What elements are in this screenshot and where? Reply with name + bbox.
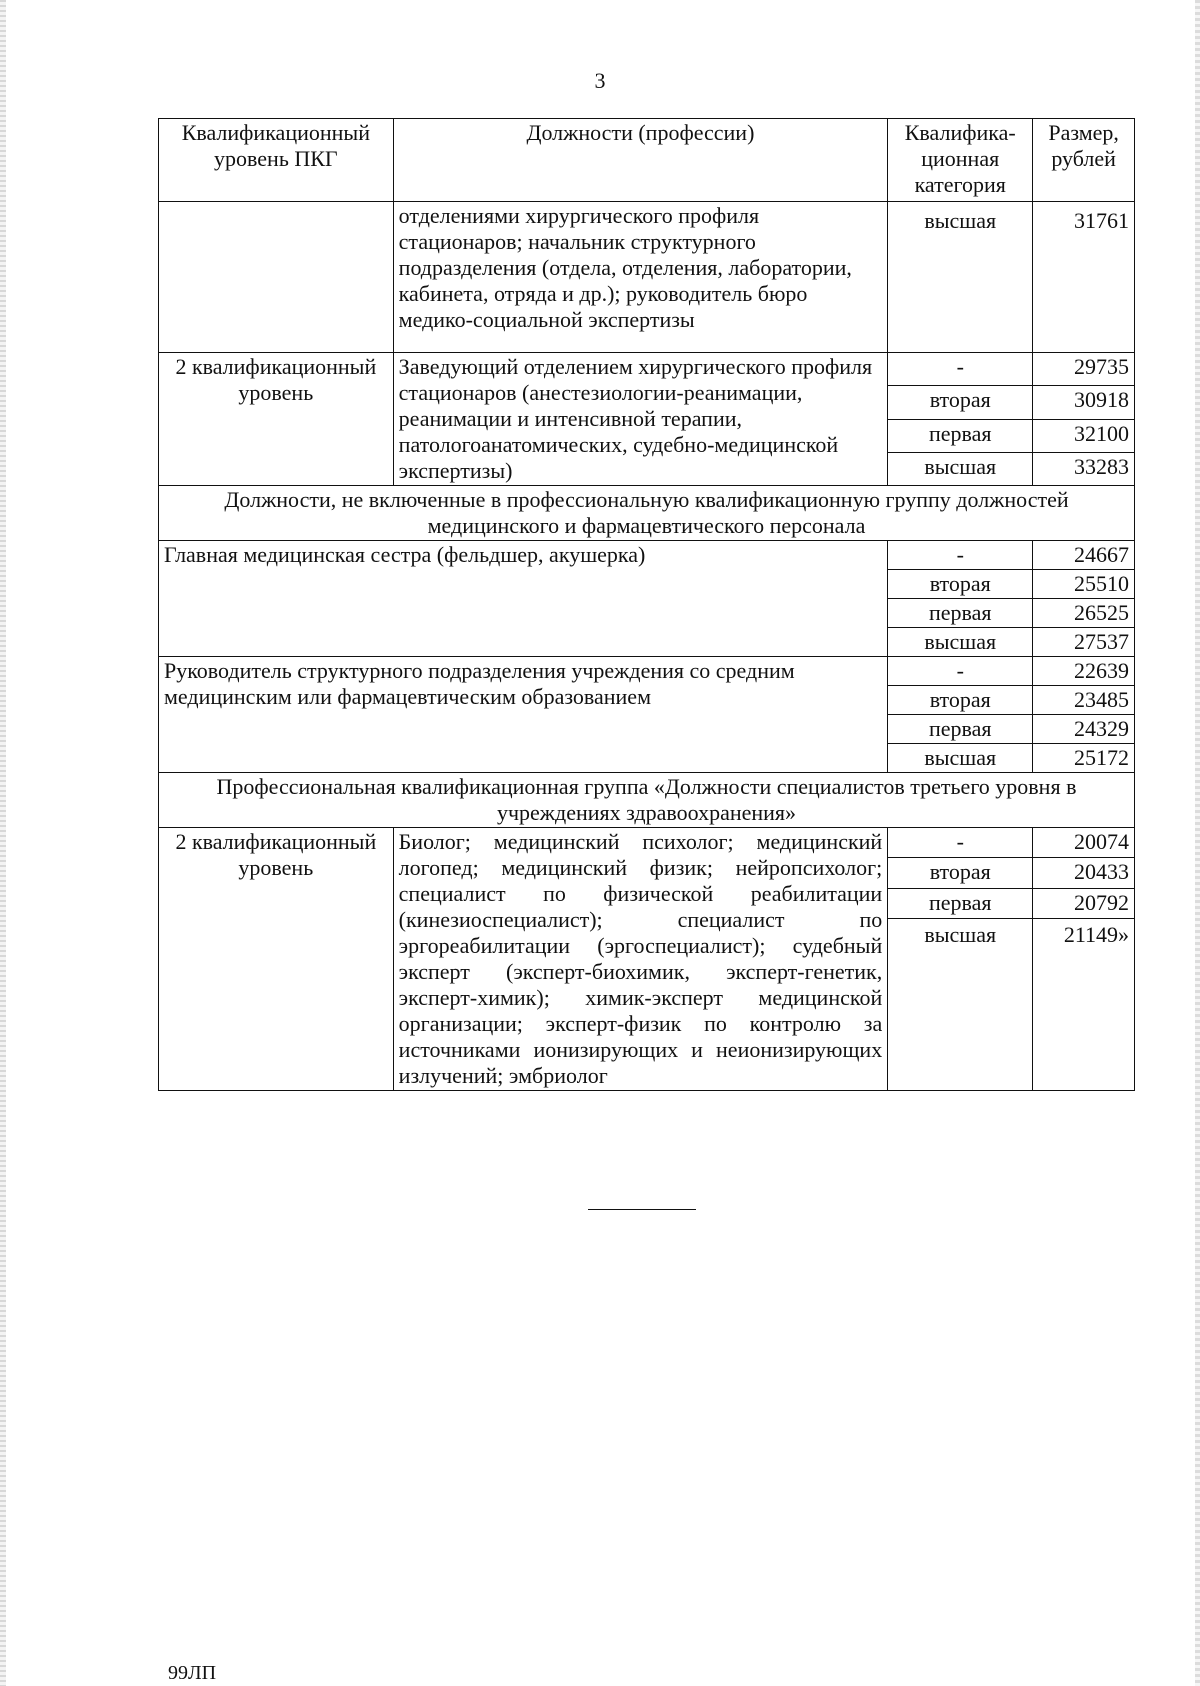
header-amount: Размер, рублей [1033,119,1135,202]
category-cell: - [888,541,1033,570]
header-level: Квалификационный уровень ПКГ [159,119,394,202]
category-cell: первая [888,599,1033,628]
category-cell: высшая [888,202,1033,353]
category-cell: первая [888,715,1033,744]
amount-cell: 30918 [1033,386,1135,419]
category-cell: первая [888,419,1033,452]
amount-cell: 23485 [1033,686,1135,715]
category-cell: вторая [888,686,1033,715]
category-cell: вторая [888,570,1033,599]
amount-cell: 20792 [1033,888,1135,918]
header-category: Квалифика-ционная категория [888,119,1033,202]
section-row [159,773,1135,828]
amount-cell: 20074 [1033,828,1135,858]
footer-code: 99ЛП [168,1662,217,1684]
category-cell: - [888,657,1033,686]
level-cell-empty [159,202,394,353]
positions-cell: Руководитель структурного подразделения учреждения со средним медицинским или фармацевтическим образованием [159,657,888,773]
header-positions: Должности (профессии) [393,119,888,202]
amount-cell: 24329 [1033,715,1135,744]
table-row [159,541,1135,570]
salary-table [158,118,1135,1091]
category-cell: высшая [888,918,1033,1090]
amount-cell: 20433 [1033,858,1135,888]
category-cell: высшая [888,452,1033,485]
category-cell: первая [888,888,1033,918]
table-row [159,828,1135,858]
amount-cell: 29735 [1033,353,1135,386]
table-row [159,657,1135,686]
amount-cell: 25510 [1033,570,1135,599]
section-row [159,486,1135,541]
level-cell: 2 квалификационный уровень [159,828,394,1091]
category-cell: - [888,828,1033,858]
category-cell: высшая [888,628,1033,657]
amount-cell: 26525 [1033,599,1135,628]
scan-edge-right [1195,0,1200,1686]
category-cell: высшая [888,744,1033,773]
table-row [159,353,1135,386]
category-cell: - [888,353,1033,386]
amount-cell: 25172 [1033,744,1135,773]
section-title: Должности, не включенные в профессиональную квалификационную группу должностей медицинского и фармацевтического персонала [159,486,1135,541]
positions-cell: Заведующий отделением хирургического профиля стационаров (анестезиологии-реанимации, реанимации и интенсивной терапии, патологоанатомических, судебно-медицинской экспертизы) [393,353,888,486]
positions-cell: отделениями хирургического профиля стационаров; начальник структурного подразделения (отдела, отделения, лаборатории, кабинета, отряда и др.); руководитель бюро медико-социальной экспертизы [393,202,888,353]
positions-cell: Главная медицинская сестра (фельдшер, акушерка) [159,541,888,657]
amount-cell: 31761 [1033,202,1135,353]
category-cell: вторая [888,858,1033,888]
amount-cell: 22639 [1033,657,1135,686]
separator-line [588,1209,696,1210]
section-title: Профессиональная квалификационная группа «Должности специалистов третьего уровня в учреждениях здравоохранения» [159,773,1135,828]
level-cell: 2 квалификационный уровень [159,353,394,486]
table-row [159,202,1135,353]
amount-cell: 27537 [1033,628,1135,657]
amount-cell: 33283 [1033,452,1135,485]
amount-cell: 32100 [1033,419,1135,452]
category-cell: вторая [888,386,1033,419]
positions-cell: Биолог; медицинский психолог; медицинский логопед; медицинский физик; нейропсихолог; специалист по физической реабилитации (кинезиоспециалист); специалист по эргореабилитации (эргоспециалист); судебный эксперт (эксперт-биохимик, эксперт-генетик, эксперт-химик); химик-эксперт медицинской организации; эксперт-физик по контролю за источниками ионизирующих и неионизирующих излучений; эмбриолог [393,828,888,1091]
page-number: 3 [594,68,606,93]
table-header-row [159,119,1135,202]
amount-cell: 21149» [1033,918,1135,1090]
amount-cell: 24667 [1033,541,1135,570]
scan-edge-left [0,0,6,1686]
